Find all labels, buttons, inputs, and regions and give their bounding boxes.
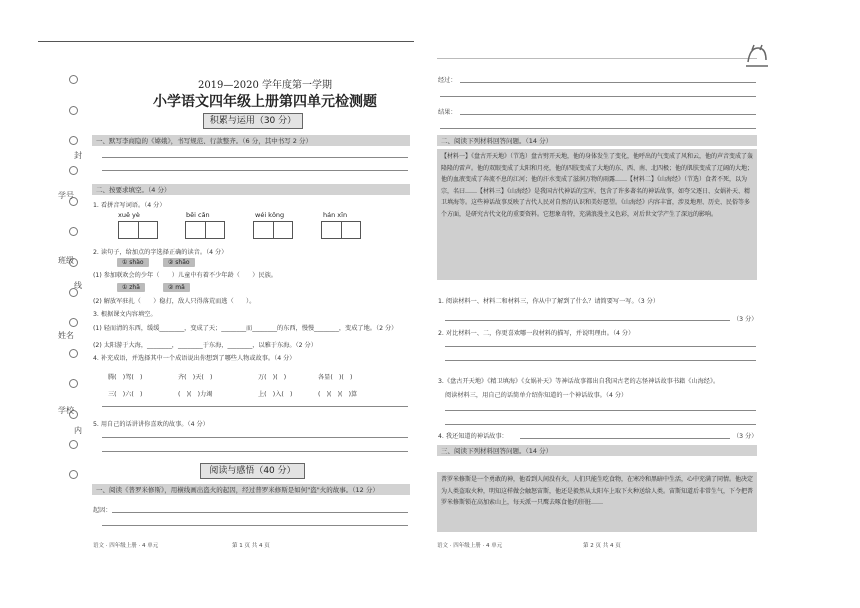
rq4-score: （3 分） [733,433,758,440]
answer-grid-3[interactable] [253,221,293,239]
idiom-3: 万( )( ) [258,374,287,381]
origin-label: 起因： [93,507,112,514]
side-label-school: 学校 [58,406,74,415]
q3-1-text: (1) 轻而清的东西，缓缓________，变成了天；________而________的东西，慢慢________，变成了地。（2 分） [93,325,398,332]
idiom-8: ( )( )( )算 [318,391,358,398]
side-label-student-no: 学号 [58,191,74,200]
rq3b-text: 阅读材料三，用自己的话简单介绍你知道的一个神话故事。（4 分） [445,392,628,399]
footer-subject-right: 语文 · 四年级上册 · 4 单元 [437,543,503,549]
rq4-text: 4. 我还知道的神话故事： [438,433,508,440]
q2-1-text: (1) 参加联欢会的少年（ ）儿童中有着不少年龄（ ）民族。 [93,272,277,279]
section-accumulation: 积累与运用（30 分） [203,113,303,129]
pinyin-3: wéi kǒng [255,211,285,219]
footer-page-right: 第 2 页 共 4 页 [583,543,621,549]
q2-text: 2. 读句子，给加点的字选择正确的读音。（4 分） [93,249,228,256]
q5-text: 5. 用自己的话讲讲你喜欢的故事。（4 分） [93,421,209,428]
side-label-name: 姓名 [58,331,74,340]
idiom-2: 齐( )天( ) [178,374,213,381]
exam-title: 小学语文四年级上册第四单元检测题 [153,94,377,110]
pinyin-2: bēi cǎn [186,211,210,219]
side-label-class: 班级 [58,256,74,265]
question-bar-1: 一、默写李商隐的《嫦娥》，书写规范、行款整齐。（6 分，其中书写 2 分） [92,135,410,146]
top-rule [38,41,414,42]
reading-passage-2: 普罗米修斯是一个勇敢的神，他看到人间没有火，人们只能生吃食物，在寒冷和黑暗中生活，心中充满了同情。他决定为人类盗取火种，明知这样做会触怒宙斯，他还是毅然从太阳车上取下火种送给人类。宙斯知道后非常生气，下令把普罗米修斯锁在高加索山上，每天派一只鹰去啄食他的肝脏…… [437,472,757,532]
answer-grid-2[interactable] [185,221,225,239]
idiom-4: 各显( )( ) [318,374,353,381]
answer-grid-4[interactable] [321,221,361,239]
q3-2-text: (2) 太阳游于大海，________，________于东海，________，以雅于东海。（2 分） [93,342,317,349]
side-label-inside: 内 [74,426,82,435]
option-shao2: ② shāo [163,258,195,267]
rq1-score: （3 分） [733,316,758,323]
top-rule-right [437,58,757,59]
rq3-text: 3.《盘古开天地》《精卫填海》《女娲补天》等神话故事都出自我国古老的志怪神话故事书籍《山海经》。 [438,378,720,385]
option-zha: ① zhā [117,283,145,292]
rq1-text: 1. 阅读材料一、材料二和材料三，你从中了解到了什么？请简要写一写。（3 分） [438,298,660,305]
question-bar-4: 二、阅读下列材料回答问题。（14 分） [437,135,757,146]
q3-text: 3. 根据课文内容填空。 [93,311,157,318]
option-shao: ① shào [117,258,149,267]
answer-grid-1[interactable] [118,221,158,239]
q1-text: 1. 看拼音写词语。（4 分） [93,202,166,209]
result-label: 结果： [438,109,457,116]
footer-page-left: 第 1 页 共 4 页 [232,543,270,549]
reading-passage-1: 【材料一】《盘古开天地》（节选）盘古劈开天地，他的身体发生了变化，他呼出的气变成了风和云，他的声音变成了轰隆隆的雷声。他的双眼变成了太阳和月亮，他的四肢变成了大地的东、西、南、北四极；他的肌肤变成了辽阔的大地；他的血液变成了奔流不息的江河；他的汗水变成了滋润万物的雨露……【材料二】《山海经》（节选）食者不死，以为宗，名曰……【材料三】《山海经》是我国古代神话的宝库，包含了许多著名的神话故事，如夸父逐日、女娲补天、精卫填海等。这些神话故事反映了古代人民对自然的认识和美好愿望。《山海经》内容丰富，涉及地理、历史、民俗等多个方面，是研究古代文化的重要资料。它想象奇特，充满浪漫主义色彩，对后世文学产生了深远的影响。 [437,149,757,280]
option-ma: ② mǎ [163,283,190,292]
q2-2-text: (2) 解放军驻扎（ ）稳打，敌人只得落荒而逃（ ）。 [93,298,256,305]
idiom-5: 三( )六( ) [108,391,143,398]
corner-sketch-icon [742,42,772,68]
question-bar-5: 三、阅读下列材料回答问题。（14 分） [437,445,757,456]
pass-label: 经过： [438,77,457,84]
pinyin-4: hán xīn [323,211,348,219]
rq2-text: 2. 对比材料一、二，你更喜欢哪一段材料的描写，并说明理由。（4 分） [438,330,635,337]
q4-text: 4. 补充成语，并选择其中一个成语说出你想到了哪些人物或故事。（4 分） [93,355,296,362]
footer-subject-left: 语文 · 四年级上册 · 4 单元 [93,543,159,549]
idiom-7: 上( )入( ) [258,391,293,398]
school-year: 2019—2020 学年度第一学期 [197,80,333,91]
side-label-line: 线 [74,281,82,290]
question-bar-3: 一、阅读《普罗米修斯》，用横线画出盗火的起因，经过普罗米修斯是如何"盗"火的故事。（12 分） [92,484,410,495]
question-bar-2: 二、按要求填空。（4 分） [92,184,410,195]
pinyin-1: xuě yè [118,211,140,219]
section-reading: 阅读与感悟（40 分） [200,463,305,479]
idiom-1: 腾( )驾( ) [108,374,143,381]
side-label-seal: 封 [74,151,82,160]
idiom-6: ( )( )力竭 [178,391,213,398]
